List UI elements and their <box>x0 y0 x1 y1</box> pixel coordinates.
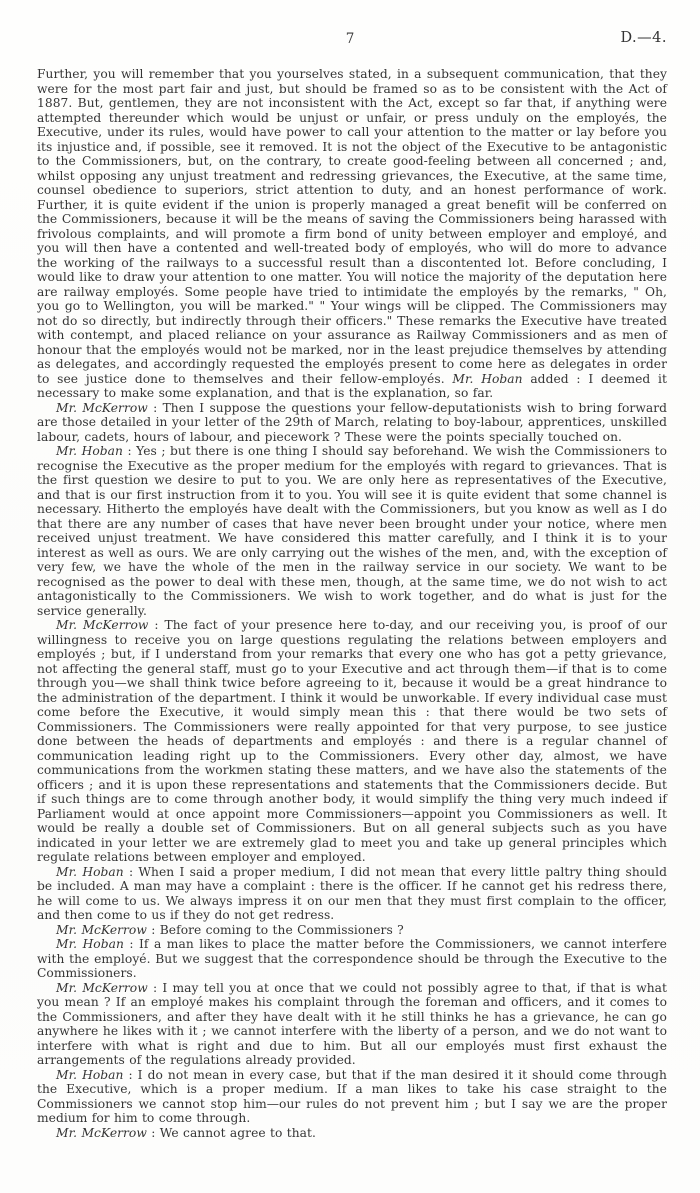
speaker-name: Mr. Hoban <box>56 1067 124 1082</box>
speaker-name: Mr. McKerrow <box>56 1125 147 1140</box>
dialogue-paragraph <box>37 444 667 618</box>
speaker-name: Mr. McKerrow <box>56 618 149 632</box>
speech-text: : Yes ; but there is one thing I should say beforehand. We wish the Commissioners to recognise the Executive as the proper medium for the employés with regard to grievances. That is the first question we desire to put to you. We are only here as representatives of the Executive, and that is our first instruction from it to you. You will see it is quite evident that some channel is necessary. Hitherto the employés have dealt with the Commissioners, but you know as well as I do that there are any number of cases that have never been brought under your notice, where men received unjust treatment. We have considered this matter carefully, and I think it is to your interest as well as ours. We are only carrying out the wishes of the men, and, with the exception of very few, we have the whole of the men in the railway service in our society. We want to be recognised as the power to deal with these men, though, at the same time, we do not wish to act antagonistically to the Commissioners. We wish to work together, and do what is just for the service generally. <box>37 444 667 618</box>
speaker-name: Mr. McKerrow <box>56 400 148 415</box>
page-number: 7 <box>345 31 355 47</box>
speech-text: : When I said a proper medium, I did not mean that every little paltry thing should be included. A man may have a complaint : there is the officer. If he cannot get his redress there, he will come to us. We always impress it on our men that they must first complain to the officer, and then come to us if they do not get redress. <box>37 864 667 922</box>
speech-text: : If a man likes to place the matter before the Commissioners, we cannot interfere with the employé. But we suggest that the correspondence should be through the Executive to the Commissioners. <box>37 937 667 980</box>
speech-text: : The fact of your presence here to-day, and our receiving you, is proof of our willingness to receive you on large questions regulating the relations between employers and employés ; but, if I understand from your remarks that every one who has got a petty grievance, not affecting the general staff, must go to your Executive and act through them—if that is to come through you—we shall think twice before agreeing to it, because it would be a great hindrance to the administration of the department. I think it would be unworkable. If every individual case must come before the Executive, it would simply mean this : that there would be two sets of Commissioners. The Commissioners were really appointed for that very purpose, to see justice done between the heads of departments and employés : and there is a regular channel of communication leading right up to the Commissioners. Every other day, almost, we have communications from the workmen stating these matters, and we have also the statements of the officers ; and it is upon these representations and statements that the Commissioners decide. But if such things are to come through another body, it would simplify the thing very much indeed if Parliament would at once appoint more Commissioners—appoint you Commissioners as well. It would be really a double set of Commissioners. But on all general subjects such as you have indicated in your letter we are extremely glad to meet you and take up general principles which regulate relations between employer and employed. <box>37 618 668 864</box>
speech-text: : Then I suppose the questions your fellow-deputationists wish to bring forward are those detailed in your letter of the 29th of March, relating to boy-labour, apprentices, unskilled labour, cadets, hours of labour, and piecework ? These were the points specially touched on. <box>37 400 668 444</box>
speaker-name: Mr. Hoban <box>56 864 124 879</box>
dialogue-paragraph <box>37 1126 667 1141</box>
document-reference: D.—4. <box>620 30 667 46</box>
speaker-name: Mr. McKerrow <box>56 980 148 995</box>
speaker-name: Mr. Hoban <box>56 937 124 951</box>
speech-text: : I may tell you at once that we could not possibly agree to that, if that is what you mean ? If an employé makes his complaint through the foreman and officers, and it comes to the Commissioners, and after they have dealt with it he still thinks he has a grievance, he can go anywhere he likes with it ; we cannot interfere with the liberty of a person, and we do not want to interfere with what is right and due to him. But all our employés must first exhaust the arrangements of the regulations already provided. <box>37 980 667 1067</box>
dialogue-paragraph <box>37 401 667 445</box>
dialogue-paragraph <box>37 865 667 923</box>
speech-text: : We cannot agree to that. <box>146 1125 316 1140</box>
dialogue-paragraph <box>37 981 667 1068</box>
speaker-name: Mr. Hoban <box>56 444 123 458</box>
opening-text-before: Further, you will remember that you yourselves stated, in a subsequent communication, that they were for the most part fair and just, but should be framed so as to be consistent with the Act of 1887. But, gentlemen, they are not inconsistent with the Act, except so far that, if anything were attempted thereunder which would be unjust or unfair, or press unduly on the employés, the Executive, under its rules, would have power to call your attention to the matter or lay before you its injustice and, if possible, see it removed. It is not the object of the Executive to be antagonistic to the Commissioners, but, on the contrary, to create good-feeling between all concerned ; and, whilst opposing any unjust treatment and redressing grievances, the Executive, at the same time, counsel obedience to superiors, strict attention to duty, and an honest performance of work. Further, it is quite evident if the union is properly managed a great benefit will be conferred on the Commissioners, because it will be the means of saving the Commissioners being harassed with frivolous complaints, and will promote a firm bond of unity between employer and employé, and you will then have a contented and well-treated body of employés, who will do more to advance the working of the railways to a successful result than a discontented lot. Before concluding, I would like to draw your attention to one matter. You will notice the majority of the deputation here are railway employés. Some people have tried to intimidate the employés by the remarks, " Oh, you go to Wellington, you will be marked." " Your wings will be clipped. The Commissioners may not do so directly, but indirectly through their officers." These remarks the Executive have treated with contempt, and placed reliance on your assurance as Railway Commissioners and as men of honour that the employés would not be marked, nor in the least prejudice themselves by attending as delegates, and accordingly requested the employés present to come here as delegates in order to see justice done to themselves and their fellow-employés. <box>37 67 667 386</box>
dialogue-paragraph <box>37 1068 667 1126</box>
speaker-name: Mr. McKerrow <box>56 922 147 937</box>
inline-speaker-name: Mr. Hoban <box>452 371 523 386</box>
opening-paragraph <box>37 67 667 401</box>
speech-text: : I do not mean in every case, but that if the man desired it it should come through the Executive, which is a proper medium. If a man likes to take his case straight to the Commissioners we cannot stop him—our rules do not prevent him ; but I say we are the proper medium for him to come through. <box>37 1067 667 1125</box>
dialogue-paragraph <box>37 618 667 865</box>
dialogue-paragraph <box>37 937 667 981</box>
dialogue-paragraph <box>37 923 667 938</box>
speech-text: : Before coming to the Commissioners ? <box>146 922 404 937</box>
opening-text-after: added : I deemed it necessary to make some explanation, and that is the explanation, so far. <box>37 371 667 400</box>
document-body <box>37 67 667 1140</box>
